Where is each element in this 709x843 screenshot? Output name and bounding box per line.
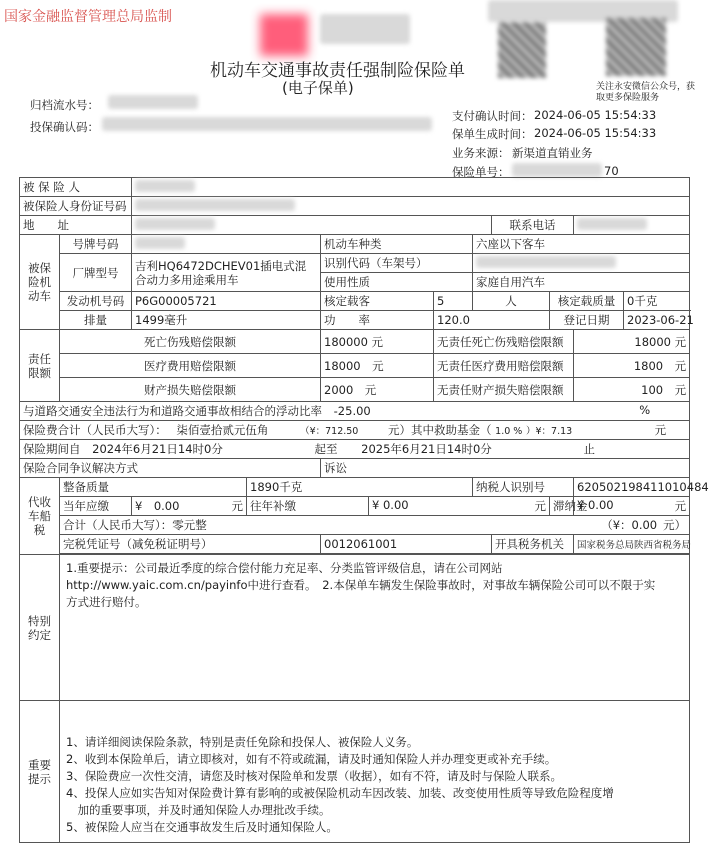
total-cell <box>20 421 690 440</box>
dispute-value: 诉讼 <box>321 459 690 478</box>
fund-rate: 1.0 % <box>495 426 523 437</box>
tax-row-3 <box>20 516 690 535</box>
gen-time: 2024-06-05 15:54:33 <box>534 126 657 140</box>
liability-value-3: 2000 元 <box>321 378 434 402</box>
notice-line-6: 5、被保险人应当在交通事故发生后及时通知保险人。 <box>66 820 338 834</box>
special-row <box>20 555 690 701</box>
reg-date-value: 2023-06-21 <box>624 311 690 330</box>
special-line-1: 1.重要提示：公司最近季度的综合偿付能力充足率、分类监管评级信息，请在公司网站 <box>66 561 503 575</box>
liability-row-1 <box>20 330 690 354</box>
tax-sum-label: 合计（人民币大写）：零元整 <box>63 518 207 532</box>
taxpayer-label: 纳税人识别号 <box>473 478 574 497</box>
company-seal <box>260 14 308 56</box>
displacement-value: 1499毫升 <box>132 311 321 330</box>
redacted-header <box>320 14 410 44</box>
archive-label: 归档流水号： <box>30 98 99 112</box>
nf-liability-value-1: 18000 元 <box>574 330 690 354</box>
notice-label: 重要提示 <box>20 701 60 843</box>
period-end-suffix: 止 <box>583 442 595 456</box>
tax-sum-cell <box>60 516 690 535</box>
archive-redacted <box>108 95 198 109</box>
notice-body <box>60 701 690 843</box>
id-label: 被保险人身份证号码 <box>20 197 132 216</box>
insured-label: 被 保 险 人 <box>20 178 132 197</box>
liability-value-1: 180000 元 <box>321 330 434 354</box>
total-num: （¥：712.50 <box>300 426 359 437</box>
plate-label: 号牌号码 <box>60 235 132 254</box>
tax-sum-num: （¥：0.00 <box>601 518 658 532</box>
nf-liability-label-2: 无责任医疗费用赔偿限额 <box>434 354 574 378</box>
dispute-row <box>20 459 690 478</box>
vin-value <box>473 254 690 273</box>
vehicle-row-1 <box>20 235 690 254</box>
past-amount: ¥ 0.00 <box>372 498 409 512</box>
total-label: 保险费合计（人民币大写）： <box>23 423 167 437</box>
load-label: 核定载质量 <box>550 292 624 311</box>
wechat-note: 关注永安微信公众号，获取更多保险服务 <box>596 82 696 103</box>
period-row <box>20 440 690 459</box>
liability-row-2 <box>20 354 690 378</box>
nf-liability-label-3: 无责任财产损失赔偿限额 <box>434 378 574 402</box>
notice-line-5: 加的重要事项，并及时通知保险人办理批改手续。 <box>66 803 331 817</box>
use-value: 家庭自用汽车 <box>473 273 690 292</box>
cert-label: 完税凭证号（减免税证明号） <box>60 535 321 554</box>
vehicle-row-4 <box>20 292 690 311</box>
phone-value <box>574 216 690 235</box>
liability-section-label: 责任限额 <box>20 330 60 402</box>
fund-unit: 元 <box>654 423 667 437</box>
policy-no-label: 保险单号： <box>452 165 510 179</box>
liability-value-2: 18000 元 <box>321 354 434 378</box>
power-value: 120.0 <box>434 311 550 330</box>
seats-value: 5 <box>434 292 473 311</box>
curb-label: 整备质量 <box>60 478 247 497</box>
office-value: 国家税务总局陕西省税务局 <box>574 535 690 554</box>
cur-unit: 元 <box>231 499 243 513</box>
type-label: 机动车种类 <box>321 235 473 254</box>
policy-table <box>19 177 709 843</box>
past-unit: 元 <box>534 499 546 513</box>
tax-sum-unit: 元） <box>663 518 687 532</box>
insured-value <box>132 178 690 197</box>
regulator-text: 国家金融监督管理总局监制 <box>4 9 172 25</box>
source: 新渠道直销业务 <box>512 146 593 160</box>
float-value: -25.00 <box>333 404 371 418</box>
float-label: 与道路交通安全违法行为和道路交通事故相结合的浮动比率 <box>23 404 322 418</box>
total-yuan: 元）其中救助基金（ <box>388 423 492 437</box>
fund-amt: ）¥：7.13 <box>525 426 573 437</box>
tax-section-label: 代收车船税 <box>20 478 60 555</box>
notice-row <box>20 701 690 843</box>
qr-code-1 <box>498 22 546 78</box>
notice-line-2: 2、收到本保险单后，请立即核对，如有不符或疏漏，请及时通知保险人并办理变更或补充手续。 <box>66 752 557 766</box>
vehicle-section-label: 被保险机动车 <box>20 235 60 330</box>
special-line-2: http://www.yaic.com.cn/payinfo中进行查看。 2.本保单车辆发生保险事故时，对事故车辆保险公司可以不限于实 <box>66 578 656 592</box>
policy-no-redacted <box>512 163 602 177</box>
cert-value: 0012061001 <box>321 535 492 554</box>
late-amount: ¥ 0.00 <box>577 498 614 512</box>
tax-row-1 <box>20 478 690 497</box>
late-value <box>574 497 690 516</box>
pay-time-label: 支付确认时间： <box>452 109 533 123</box>
qr-code-2 <box>606 18 666 76</box>
float-cell <box>20 402 690 421</box>
source-label: 业务来源： <box>452 146 510 160</box>
vehicle-row-5 <box>20 311 690 330</box>
nf-liability-value-3: 100 元 <box>574 378 690 402</box>
vin-label: 识别代码（车架号） <box>321 254 473 273</box>
past-value <box>369 497 550 516</box>
engine-value: P6G00005721 <box>132 292 321 311</box>
gen-time-label: 保单生成时间： <box>452 127 533 141</box>
seats-unit: 人 <box>473 292 550 311</box>
policy-no-tail: 70 <box>604 164 619 178</box>
late-label: 滞纳金 <box>550 497 574 516</box>
period-label: 保险期间自 <box>23 442 81 456</box>
special-line-3: 方式进行赔付。 <box>66 595 147 609</box>
total-words: 柒佰壹拾贰元伍角 <box>176 423 269 437</box>
id-value <box>132 197 690 216</box>
seats-label: 核定载客 <box>321 292 434 311</box>
taxpayer-value: 620502198411010484 <box>574 478 690 497</box>
insured-row <box>20 178 690 197</box>
confirm-redacted <box>102 117 432 131</box>
tax-row-2 <box>20 497 690 516</box>
load-value: 0千克 <box>624 292 690 311</box>
dispute-label: 保险合同争议解决方式 <box>20 459 321 478</box>
type-value: 六座以下客车 <box>473 235 690 254</box>
use-label: 使用性质 <box>321 273 473 292</box>
engine-label: 发动机号码 <box>60 292 132 311</box>
page-title: 机动车交通事故责任强制险保险单 <box>210 61 465 81</box>
id-row <box>20 197 690 216</box>
float-row <box>20 402 690 421</box>
model-label: 厂牌型号 <box>60 254 132 292</box>
past-label: 往年补缴 <box>247 497 369 516</box>
tax-row-4 <box>20 535 690 554</box>
late-unit: 元 <box>674 499 687 513</box>
cur-value <box>132 497 247 516</box>
period-start: 2024年6月21日14时0分 <box>92 442 223 456</box>
total-row <box>20 421 690 440</box>
address-label: 地 址 <box>20 216 132 235</box>
notice-line-4: 4、投保人应如实告知对保险费计算有影响的或被保险机动车因改装、加装、改变使用性质等导致危险程度增 <box>66 786 614 800</box>
model-value: 吉利HQ6472DCHEV01插电式混合动力多用途乘用车 <box>132 254 321 292</box>
cur-label: 当年应缴 <box>60 497 132 516</box>
pay-time: 2024-06-05 15:54:33 <box>534 108 657 122</box>
curb-value: 1890千克 <box>247 478 473 497</box>
phone-label: 联系电话 <box>492 216 574 235</box>
power-label: 功 率 <box>321 311 434 330</box>
liability-row-3 <box>20 378 690 402</box>
address-value <box>132 216 492 235</box>
vehicle-row-2 <box>20 254 690 273</box>
office-label: 开具税务机关 <box>492 535 574 554</box>
period-end: 2025年6月21日14时0分 <box>361 442 492 456</box>
float-percent: % <box>639 403 651 417</box>
notice-line-3: 3、保险费应一次性交清，请您及时核对保险单和发票（收据），如有不符，请及时与保险人联系。 <box>66 769 563 783</box>
nf-liability-label-1: 无责任死亡伤残赔偿限额 <box>434 330 574 354</box>
address-row <box>20 216 690 235</box>
liability-label-1: 死亡伤残赔偿限额 <box>60 330 321 354</box>
reg-date-label: 登记日期 <box>550 311 624 330</box>
confirm-label: 投保确认码： <box>30 120 99 134</box>
special-body <box>60 555 690 701</box>
period-mid: 起至 <box>314 442 338 456</box>
liability-label-2: 医疗费用赔偿限额 <box>60 354 321 378</box>
period-cell <box>20 440 690 459</box>
notice-line-1: 1、请详细阅读保险条款，特别是责任免除和投保人、被保险人义务。 <box>66 735 419 749</box>
special-label: 特别约定 <box>20 555 60 701</box>
nf-liability-value-2: 1800 元 <box>574 354 690 378</box>
displacement-label: 排量 <box>60 311 132 330</box>
page-subtitle: (电子保单) <box>282 79 354 97</box>
cur-amount: ¥ 0.00 <box>135 499 180 513</box>
liability-label-3: 财产损失赔偿限额 <box>60 378 321 402</box>
plate-value <box>132 235 321 254</box>
